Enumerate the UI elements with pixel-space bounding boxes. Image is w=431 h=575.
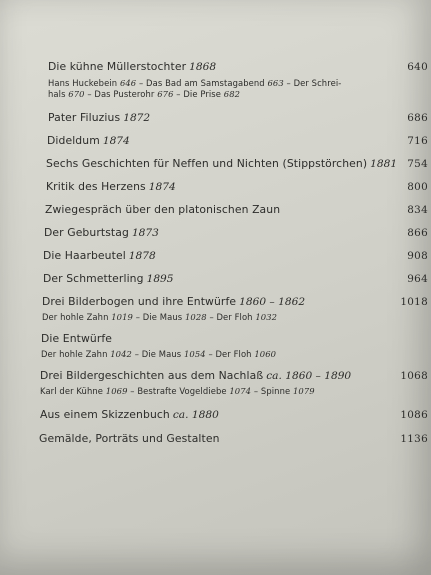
- entry-title: Aus einem Skizzenbuch: [40, 408, 170, 421]
- sub-text: – Der Floh: [206, 312, 256, 322]
- subtitle-line: [48, 78, 410, 89]
- sub-page: 1054: [183, 349, 206, 359]
- sub-text: Der hohle Zahn: [42, 312, 112, 322]
- sub-page: 670: [68, 89, 85, 99]
- entry-title: Die Haarbeutel: [43, 249, 126, 262]
- sub-text: – Bestrafte Vogeldiebe: [127, 386, 230, 396]
- entry-title: Drei Bilderbogen und ihre Entwürfe: [42, 295, 237, 308]
- entry-date: 1874: [102, 135, 130, 147]
- sub-text: – Spinne: [251, 386, 293, 396]
- subtitle-line: [40, 386, 402, 397]
- entry-subtitles: [41, 349, 403, 360]
- entry-page: 1018: [400, 296, 428, 308]
- sub-page: 676: [157, 89, 174, 99]
- entry-line: [40, 408, 428, 422]
- entry-title: Der Schmetterling: [43, 272, 144, 285]
- sub-text: – Die Prise: [173, 89, 224, 99]
- entry-page: 834: [407, 204, 428, 216]
- sub-text: Hans Huckebein: [48, 78, 120, 88]
- toc-entry: [38, 180, 430, 194]
- entry-title: Sechs Geschichten für Neffen und Nichten (Stippstörchen): [46, 157, 368, 170]
- entry-page: 1136: [400, 433, 428, 445]
- toc-entry: [38, 134, 430, 148]
- entry-date: 1872: [123, 112, 151, 124]
- subtitle-line: [41, 349, 403, 360]
- entry-page: 754: [407, 158, 428, 170]
- toc-entry: [38, 272, 430, 286]
- sub-page: 1060: [254, 349, 277, 359]
- entry-date: 1860 – 1862: [239, 296, 306, 308]
- entry-date: 1878: [128, 250, 156, 262]
- sub-text: – Der Floh: [205, 349, 255, 359]
- entry-page: 1068: [400, 370, 428, 382]
- table-of-contents: [38, 60, 430, 446]
- entry-subtitles: [42, 312, 404, 323]
- entry-title: Die Entwürfe: [41, 332, 113, 345]
- entry-title: Dideldum: [47, 134, 100, 147]
- entry-line: [46, 157, 428, 171]
- entry-page: 908: [407, 250, 428, 262]
- entry-page: 1086: [400, 409, 428, 421]
- entry-page: 640: [407, 61, 428, 73]
- sub-page: 663: [267, 78, 284, 88]
- entry-title: Die kühne Müllerstochter: [48, 60, 187, 73]
- sub-page: 1032: [255, 312, 278, 322]
- entry-line: [39, 432, 428, 446]
- toc-entry: [38, 60, 430, 100]
- sub-page: 1079: [293, 386, 315, 396]
- toc-entry: [38, 408, 430, 422]
- sub-text: Der hohle Zahn: [41, 349, 111, 359]
- sub-page: 1019: [111, 312, 133, 322]
- entry-page: 866: [407, 227, 428, 239]
- entry-date: ca. 1880: [172, 409, 219, 421]
- sub-page: 1074: [229, 386, 252, 396]
- toc-entry: [38, 432, 430, 446]
- toc-entry: [38, 226, 430, 240]
- sub-text: Karl der Kühne: [40, 386, 106, 396]
- entry-line: [48, 60, 428, 74]
- toc-entry: [38, 249, 430, 263]
- entry-date: 1874: [148, 181, 176, 193]
- entry-line: [43, 272, 428, 286]
- entry-date: ca. 1860 – 1890: [266, 370, 352, 382]
- toc-entry: [38, 332, 430, 360]
- entry-line: [44, 226, 428, 240]
- entry-title: Zwiegespräch über den platonischen Zaun: [45, 203, 281, 216]
- sub-text: – Das Bad am Samstagabend: [136, 78, 268, 88]
- entry-subtitles: [48, 78, 410, 100]
- entry-title: Drei Bildergeschichten aus dem Nachlaß: [40, 369, 264, 382]
- entry-line: [46, 180, 428, 194]
- toc-entry: [38, 203, 430, 217]
- entry-date: 1881: [370, 158, 398, 170]
- sub-page: 646: [119, 78, 137, 88]
- entry-date: 1873: [131, 227, 159, 239]
- entry-title: Gemälde, Porträts und Gestalten: [39, 432, 220, 445]
- sub-page: 1042: [110, 349, 132, 359]
- entry-line: [43, 249, 428, 263]
- toc-entry: [38, 157, 430, 171]
- sub-text: – Das Pusterohr: [84, 89, 158, 99]
- entry-line: [48, 111, 428, 125]
- entry-date: 1895: [146, 273, 174, 285]
- entry-line: [47, 134, 428, 148]
- subtitle-line: [42, 312, 404, 323]
- sub-text: hals: [48, 89, 69, 99]
- entry-title: Kritik des Herzens: [46, 180, 146, 193]
- entry-page: 964: [407, 273, 428, 285]
- toc-entry: [38, 369, 430, 397]
- sub-text: – Die Maus: [131, 349, 184, 359]
- entry-line: [45, 203, 428, 217]
- entry-line: [40, 369, 428, 383]
- entry-subtitles: [40, 386, 402, 397]
- entry-title: Der Geburtstag: [44, 226, 129, 239]
- subtitle-line: [48, 89, 410, 100]
- toc-entry: [38, 111, 430, 125]
- sub-page: 682: [223, 89, 241, 99]
- entry-date: 1868: [189, 61, 217, 73]
- sub-text: – Die Maus: [132, 312, 185, 322]
- toc-entry: [38, 295, 430, 323]
- sub-page: 1028: [184, 312, 207, 322]
- entry-page: 716: [407, 135, 428, 147]
- entry-line: [41, 332, 428, 346]
- entry-page: 800: [407, 181, 428, 193]
- sub-text: – Der Schrei-: [283, 78, 342, 88]
- sub-page: 1069: [105, 386, 128, 396]
- entry-page: 686: [407, 112, 428, 124]
- entry-line: [42, 295, 428, 309]
- entry-title: Pater Filuzius: [48, 111, 121, 124]
